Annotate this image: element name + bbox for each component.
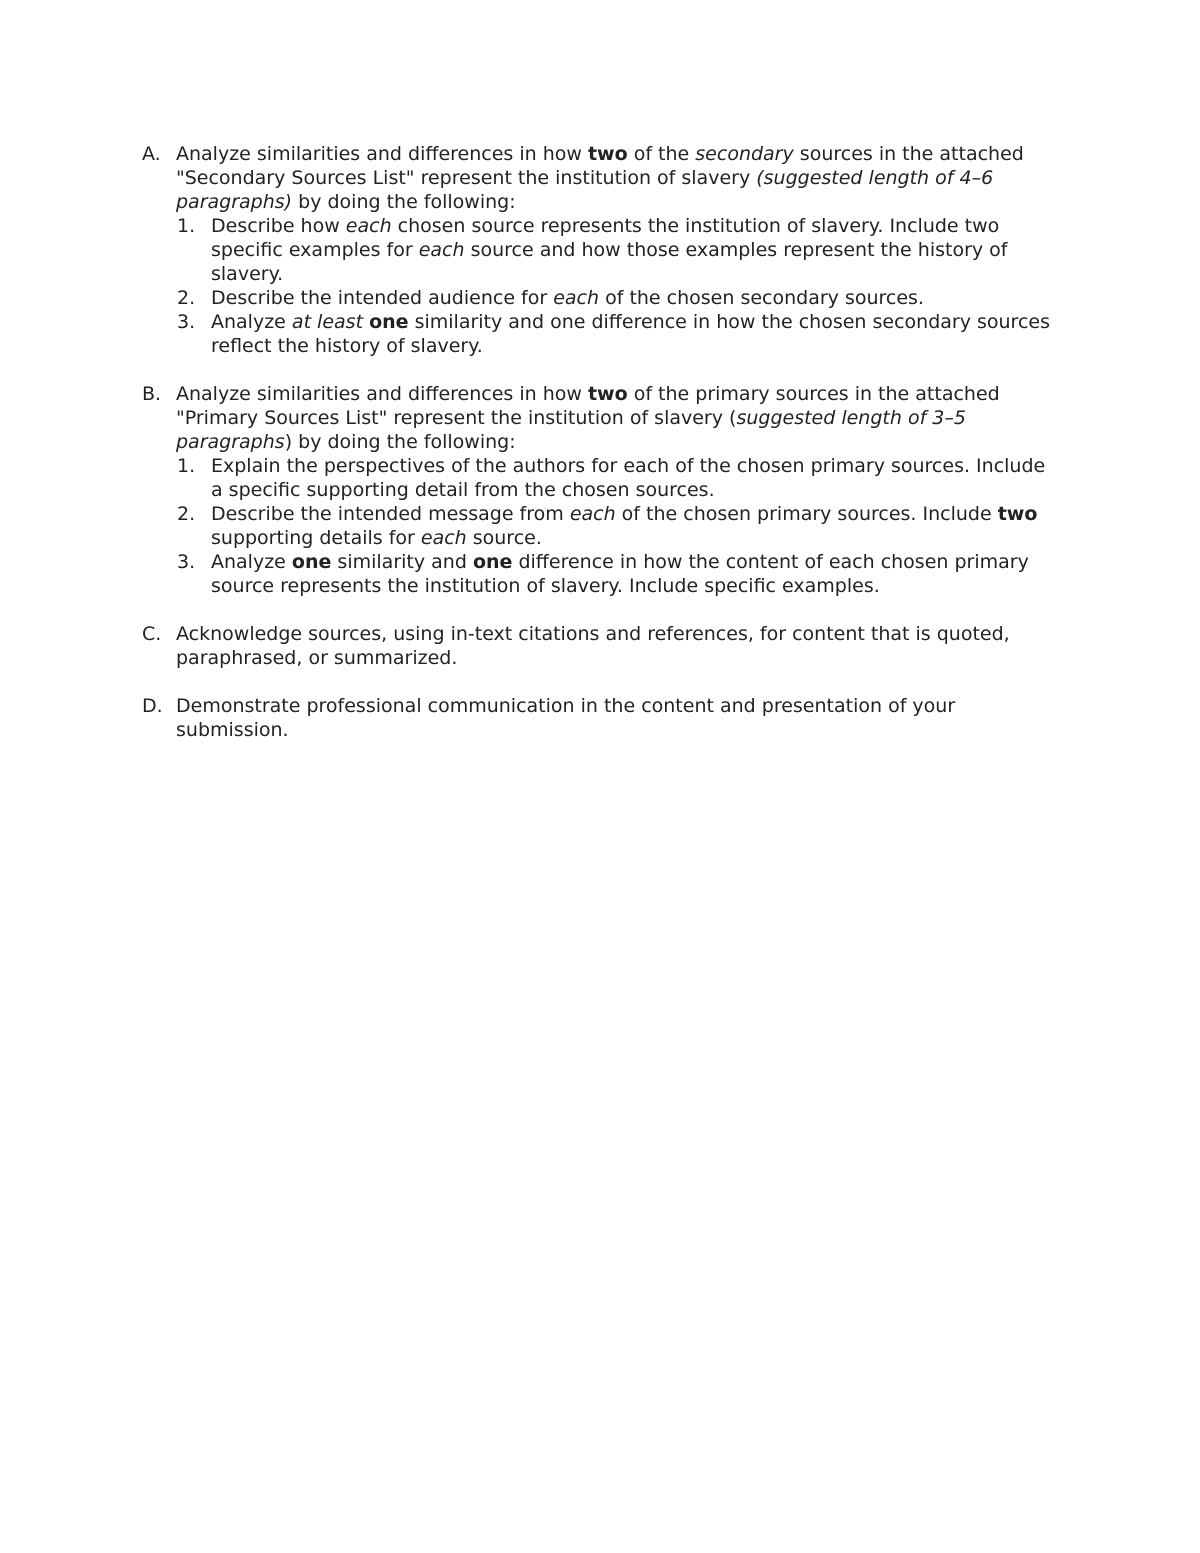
section-c-marker: C. [142, 623, 162, 645]
section-a-item-3: 3. Analyze at least one similarity and one difference in how the chosen secondary sources reflect the history of slavery. [177, 311, 1050, 357]
section-b-item-1: 1. Explain the perspectives of the authors for each of the chosen primary sources. Include a specific supporting detail from the chosen sources. [177, 455, 1046, 501]
section-a-item-2: 2. Describe the intended audience for each of the chosen secondary sources. [177, 287, 924, 309]
section-b [142, 382, 1062, 598]
section-a-item-1: 1. Describe how each chosen source represents the institution of slavery. Include two specific examples for each source and how those examples represent the history of slavery. [177, 215, 1008, 285]
section-b-intro: B. Analyze similarities and differences in how two of the primary sources in the attached "Primary Sources List" represent the institution of slavery (suggested length of 3–5 paragraphs) by doing the following: [142, 383, 1000, 453]
section-c-text: C. Acknowledge sources, using in-text citations and references, for content that is quoted, paraphrased, or summarized. [142, 623, 1010, 669]
section-a-marker: A. [142, 143, 161, 165]
section-d-text: D. Demonstrate professional communication in the content and presentation of your submission. [142, 695, 956, 741]
section-d-marker: D. [142, 695, 163, 717]
section-a [142, 142, 1062, 358]
section-b-marker: B. [142, 383, 162, 405]
section-c [142, 622, 1062, 670]
section-b-item-2: 2. Describe the intended message from each of the chosen primary sources. Include two supporting details for each source. [177, 503, 1038, 549]
section-d [142, 694, 1062, 742]
section-b-item-3: 3. Analyze one similarity and one difference in how the content of each chosen primary source represents the institution of slavery. Include specific examples. [177, 551, 1029, 597]
section-a-intro: A. Analyze similarities and differences in how two of the secondary sources in the attached "Secondary Sources List" represent the institution of slavery (suggested length of 4–6 paragraphs) by doing the following: [142, 143, 1024, 213]
